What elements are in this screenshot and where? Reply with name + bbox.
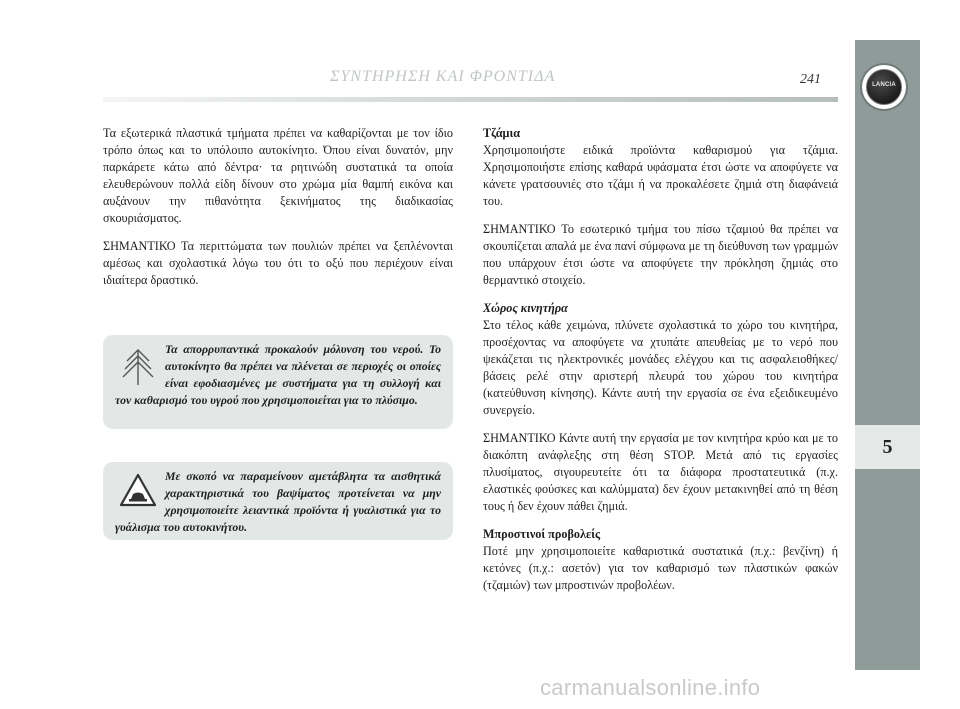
glass-paragraph-1: Χρησιμοποιήστε ειδικά προϊόντα καθαρισμού για τζάμια. Χρησιμοποιήστε επίσης καθαρά υφάσματα έτσι ώστε να αποφύγετε να κάνετε γρατσουνιές στο τζάμι ή να προκαλέσετε ζημιά στη διαφάνειά του. — [483, 143, 838, 208]
engine-bay-paragraph-2: ΣΗΜΑΝΤΙΚΟ Κάντε αυτή την εργασία με τον κινητήρα κρύο και με το διακόπτη ανάφλεξης στη θέση STOP. Μετά από τις εργασίες πλυσίματος, σιγουρευτείτε ότι τα διάφορα προστατευτικά (π.χ. ελαστικές φούσκες και καλύμματα) δεν έχουν μετακινηθεί από τη θέση τους ή δεν έχουν πάθει ζημιά. — [483, 431, 838, 513]
headlights-heading: Μπροστινοί προβολείς — [483, 527, 601, 541]
page-number: 241 — [800, 72, 821, 87]
left-column — [103, 125, 453, 300]
chapter-number-tab[interactable]: 5 — [855, 425, 920, 469]
bird-droppings-paragraph: ΣΗΜΑΝΤΙΚΟ Τα περιττώματα των πουλιών πρέπει να ξεπλένονται αμέσως και σχολαστικά λόγω του ότι το οξύ που περιέχουν είναι ιδιαίτερα δραστικό. — [103, 239, 453, 287]
engine-bay-paragraph-1: Στο τέλος κάθε χειμώνα, πλύνετε σχολαστικά το χώρο του κινητήρα, προσέχοντας να αποφύγετε να χτυπάτε απευθείας με το νερό που ψεκάζεται τις ηλεκτρονικές μονάδες ελέγχου και τις ασφαλειοθήκες/βάσεις ρελέ στην αριστερή πλευρά του χώρου του κινητήρα (κατεύθυνση κίνησης). Κάντε αυτή την εργασία σε ένα εξειδικευμένο συνεργείο. — [483, 318, 838, 417]
page-title: ΣΥΝΤΗΡΗΣΗ ΚΑΙ ΦΡΟΝΤΙΔΑ — [330, 68, 556, 85]
lancia-logo — [862, 65, 906, 109]
warning-notice — [103, 462, 453, 540]
right-column — [483, 125, 838, 605]
warning-notice-text: Με σκοπό να παραμείνουν αμετάβλητα τα αισθητικά χαρακτηριστικά του βαψίματος προτείνεται να μην χρησιμοποιείτε λειαντικά προϊόντα ή γυαλιστικά για το γυάλισμα του αυτοκινήτου. — [115, 469, 441, 534]
engine-bay-heading: Χώρος κινητήρα — [483, 301, 568, 315]
glass-heading: Τζάμια — [483, 126, 521, 140]
exterior-plastics-paragraph: Τα εξωτερικά πλαστικά τμήματα πρέπει να καθαρίζονται με τον ίδιο τρόπο όπως και το υπόλοιπο αυτοκίνητο. Όπου είναι δυνατόν, μην παρκάρετε κάτω από δέντρα· τα ρητινώδη συστατικά τα οποία ελευθερώνουν πολλά είδη δίνουν στο χρώμα μία θαμπή εικόνα και αυξάνουν την πιθανότητα ξεκινήματος της διαδικασίας σκουριάσματος. — [103, 126, 453, 225]
logo-text: LANCIA — [872, 82, 896, 88]
header-divider — [103, 97, 838, 102]
watermark: carmanualsonline.info — [540, 675, 761, 700]
environment-notice — [103, 335, 453, 429]
environment-notice-text: Τα απορρυπαντικά προκαλούν μόλυνση του νερού. Το αυτοκίνητο θα πρέπει να πλένεται σε περιοχές οι οποίες είναι εφοδιασμένες με συστήματα για τη συλλογή και τον καθαρισμό του υγρού που χρησιμοποιείται για το πλύσιμο. — [115, 342, 441, 407]
tree-icon — [117, 343, 159, 387]
chapter-sidebar — [855, 40, 920, 670]
glass-paragraph-2: ΣΗΜΑΝΤΙΚΟ Το εσωτερικό τμήμα του πίσω τζαμιού θα πρέπει να σκουπίζεται απαλά με ένα πανί σύμφωνα με τη διεύθυνση των γραμμών που υπάρχουν έτσι ώστε να αποφύγετε την πρόκληση ζημιάς στο θερμαντικό στοιχείο. — [483, 222, 838, 287]
headlights-paragraph: Ποτέ μην χρησιμοποιείτε καθαριστικά συστατικά (π.χ.: βενζίνη) ή κετόνες (π.χ.: ασετόν) για τον καθαρισμό των πλαστικών φακών (τζαμιών) των μπροστινών προβολέων. — [483, 544, 838, 592]
warning-triangle-icon — [117, 470, 159, 514]
